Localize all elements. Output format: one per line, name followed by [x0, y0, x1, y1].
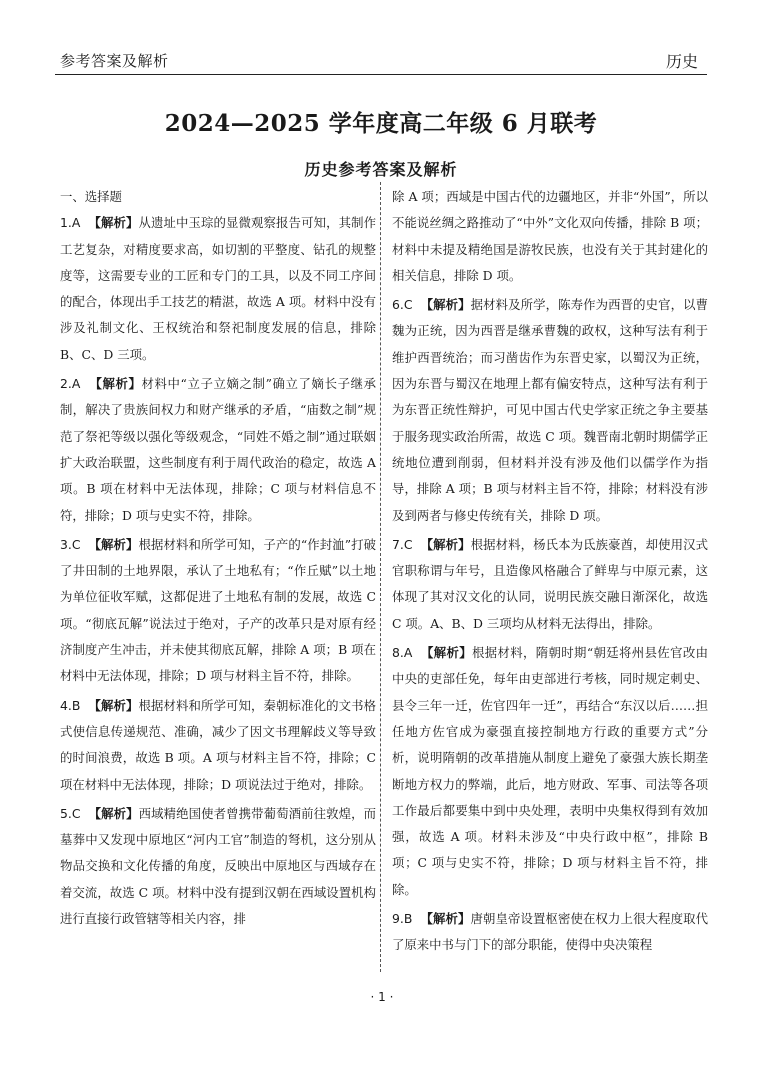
- analysis-tag: 【解析】: [420, 911, 471, 927]
- answer-text: 根据材料，杨氏本为氐族豪酋，却使用汉式官职称谓与年号，且造像风格融合了鲜卑与中原元素，这体现了其对汉文化的认同，说明民族交融日渐深化，故选 C 项。A、B、D 三项均从材料无法得出，排除。: [392, 536, 709, 631]
- analysis-tag: 【解析】: [420, 645, 472, 661]
- answer-text: 根据材料，隋朝时期“朝廷将州县佐官改由中央的吏部任免，每年由吏部进行考核，同时规定刺史、县令三年一迁，佐官四年一迁”，再结合“东汉以后……担任地方佐官成为豪强直接控制地方行政的重要方式”分析，说明隋朝的改革措施从制度上避免了豪强大族长期垄断地方权力的弊端，此后，地方财政、军事、司法等各项工作最后都要集中到中央处理，表明中央集权得到有效加强，故选 A 项。材料未涉及“中央行政中枢”，排除 B 项；C 项与史实不符，排除；D 项与材料主旨不符，排除。: [392, 645, 708, 897]
- answer-choice: C: [403, 536, 413, 552]
- answer-text: 从遗址中玉琮的显微观察报告可知，其制作工艺复杂，对精度要求高，如切割的平整度、钻孔的规整度等，这需要专业的工匠和专门的工具，以及不同工序间的配合，体现出手工技艺的精湛，故选 A 项。材料中没有涉及礼制文化、王权统治和祭祀制度发展的信息，排除 B、C、D 三项。: [60, 215, 376, 362]
- answer-text: 材料中“立子立嫡之制”确立了嫡长子继承制，解决了贵族间权力和财产继承的矛盾，“庙数之制”规范了祭祀等级以强化等级观念，“同姓不婚之制”通过联姻扩大政治联盟，这些制度有利于周代政治的稳定，故选 A 项。B 项在材料中无法体现，排除；C 项与材料信息不符，排除；D 项与史实不符，排除。: [60, 376, 377, 523]
- answer-number: 7.: [392, 536, 404, 552]
- analysis-tag: 【解析】: [88, 215, 139, 231]
- answer-text: 唐朝皇帝设置枢密使在权力上很大程度取代了原来中书与门下的部分职能，使得中央决策程: [392, 911, 708, 953]
- answer-item: [392, 906, 708, 959]
- answer-item: [60, 801, 376, 932]
- answer-number: 8.: [392, 645, 404, 661]
- answer-item: [392, 532, 708, 637]
- right-column: [392, 184, 708, 962]
- analysis-tag: 【解析】: [420, 536, 471, 552]
- answer-item: [392, 640, 708, 903]
- analysis-tag: 【解析】: [89, 376, 142, 392]
- answer-choice: C: [71, 805, 81, 821]
- header-left-label: 参考答案及解析: [60, 52, 169, 70]
- answer-number: 2.: [60, 376, 72, 392]
- answer-item: [60, 532, 376, 690]
- section-heading: 一、选择题: [60, 189, 122, 204]
- answer-choice: A: [71, 376, 81, 392]
- answer-number: 6.: [392, 297, 404, 313]
- analysis-tag: 【解析】: [88, 805, 139, 821]
- answer-continuation: 除 A 项；西域是中国古代的边疆地区，并非“外国”，所以不能说丝绸之路推动了“中外”文化双向传播，排除 B 项；材料中未提及精绝国是游牧民族，也没有关于其封建化的相关信息，排除 D 项。: [392, 189, 708, 283]
- answer-choice: C: [403, 297, 413, 313]
- page-title: 2024—2025 学年度高二年级 6 月联考: [164, 110, 598, 137]
- analysis-tag: 【解析】: [88, 697, 139, 713]
- answer-item: [60, 693, 376, 798]
- answer-text: 据材料及所学，陈寿作为西晋的史官，以曹魏为正统，因为西晋是继承曹魏的政权，这种写法有利于维护西晋统治；而习凿齿作为东晋史家，以蜀汉为正统，因为东晋与蜀汉在地理上都有偏安特点，这种写法有利于为东晋正统性辩护，可见中国古代史学家正统之争主要基于服务现实政治所需，故选 C 项。魏晋南北朝时期儒学正统地位遭到削弱，但材料并没有涉及他们以儒学作为指导，排除 A 项；B 项与材料主旨不符，排除；材料没有涉及到两者与修史传统有关，排除 D 项。: [392, 297, 709, 523]
- left-column: [60, 184, 376, 935]
- answer-item: [60, 371, 376, 529]
- answer-number: 3.: [60, 536, 72, 552]
- column-divider: [380, 182, 381, 972]
- answer-choice: B: [403, 911, 413, 927]
- answer-text: 根据材料和所学可知，秦朝标准化的文书格式使信息传递规范、准确，减少了因文书理解歧义等导致的时间浪费，故选 B 项。A 项与材料主旨不符，排除；C 项在材料中无法体现，排除；D 项说法过于绝对，排除。: [60, 697, 376, 792]
- answer-item: [392, 292, 708, 529]
- analysis-tag: 【解析】: [88, 536, 139, 552]
- answer-number: 1.: [60, 215, 72, 231]
- answer-text: 根据材料和所学可知，子产的“作封洫”打破了井田制的土地界限，承认了土地私有；“作丘赋”以土地为单位征收军赋，这都促进了土地私有制的发展，故选 C 项。“彻底瓦解”说法过于绝对，子产的改革只是对原有经济制度产生冲击，并未使其彻底瓦解，排除 A 项；B 项在材料中无法体现，排除；D 项与材料主旨不符，排除。: [60, 536, 377, 684]
- header-rule: [55, 74, 707, 75]
- answer-text: 西域精绝国使者曾携带葡萄酒前往敦煌，而墓葬中又发现中原地区“河内工官”制造的弩机，这分别从物品交换和文化传播的角度，反映出中原地区与西域存在着交流，故选 C 项。材料中没有提到汉朝在西域设置机构进行直接行政管辖等相关内容，排: [60, 805, 377, 927]
- answer-number: 5.: [60, 805, 72, 821]
- header-subject-label: 历史: [666, 52, 699, 71]
- page-number: · 1 ·: [370, 990, 394, 1004]
- answer-choice: C: [71, 536, 81, 552]
- answer-number: 9.: [392, 911, 404, 927]
- answer-choice: B: [71, 697, 81, 713]
- analysis-tag: 【解析】: [420, 297, 471, 313]
- answer-number: 4.: [60, 697, 72, 713]
- answer-choice: A: [71, 215, 81, 231]
- answer-item: [60, 210, 376, 368]
- page-subtitle: 历史参考答案及解析: [304, 160, 458, 179]
- answer-choice: A: [403, 645, 413, 661]
